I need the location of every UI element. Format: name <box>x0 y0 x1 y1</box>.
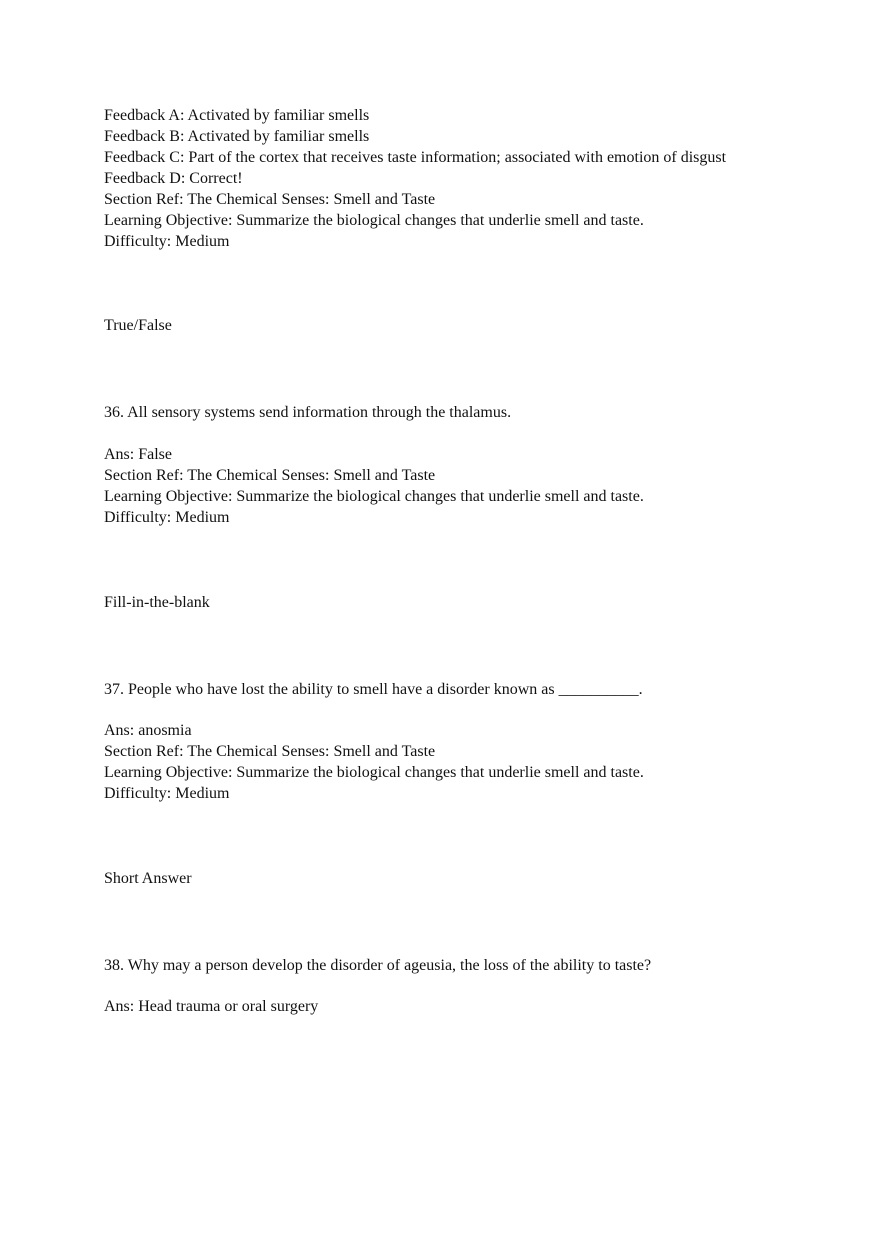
answer-38: Ans: Head trauma or oral surgery <box>104 998 319 1015</box>
answer-37: Ans: anosmia <box>104 722 192 739</box>
section-heading-true-false: True/False <box>104 317 172 334</box>
section-ref: Section Ref: The Chemical Senses: Smell and Taste <box>104 467 436 484</box>
learning-objective: Learning Objective: Summarize the biological changes that underlie smell and taste. <box>104 764 644 781</box>
difficulty: Difficulty: Medium <box>104 509 230 526</box>
learning-objective: Learning Objective: Summarize the biological changes that underlie smell and taste. <box>104 488 644 505</box>
feedback-c: Feedback C: Part of the cortex that receives taste information; associated with emotion of disgust <box>104 149 727 166</box>
feedback-b: Feedback B: Activated by familiar smells <box>104 128 370 145</box>
section-ref: Section Ref: The Chemical Senses: Smell and Taste <box>104 743 436 760</box>
difficulty: Difficulty: Medium <box>104 233 230 250</box>
question-37: 37. People who have lost the ability to smell have a disorder known as __________. <box>104 681 643 698</box>
section-ref: Section Ref: The Chemical Senses: Smell and Taste <box>104 191 436 208</box>
section-heading-fill-in-the-blank: Fill-in-the-blank <box>104 594 210 611</box>
question-36: 36. All sensory systems send information through the thalamus. <box>104 404 512 421</box>
difficulty: Difficulty: Medium <box>104 785 230 802</box>
feedback-a: Feedback A: Activated by familiar smells <box>104 107 370 124</box>
answer-36: Ans: False <box>104 446 172 463</box>
feedback-d: Feedback D: Correct! <box>104 170 243 187</box>
question-38: 38. Why may a person develop the disorder of ageusia, the loss of the ability to taste? <box>104 957 652 974</box>
learning-objective: Learning Objective: Summarize the biological changes that underlie smell and taste. <box>104 212 644 229</box>
section-heading-short-answer: Short Answer <box>104 870 192 887</box>
